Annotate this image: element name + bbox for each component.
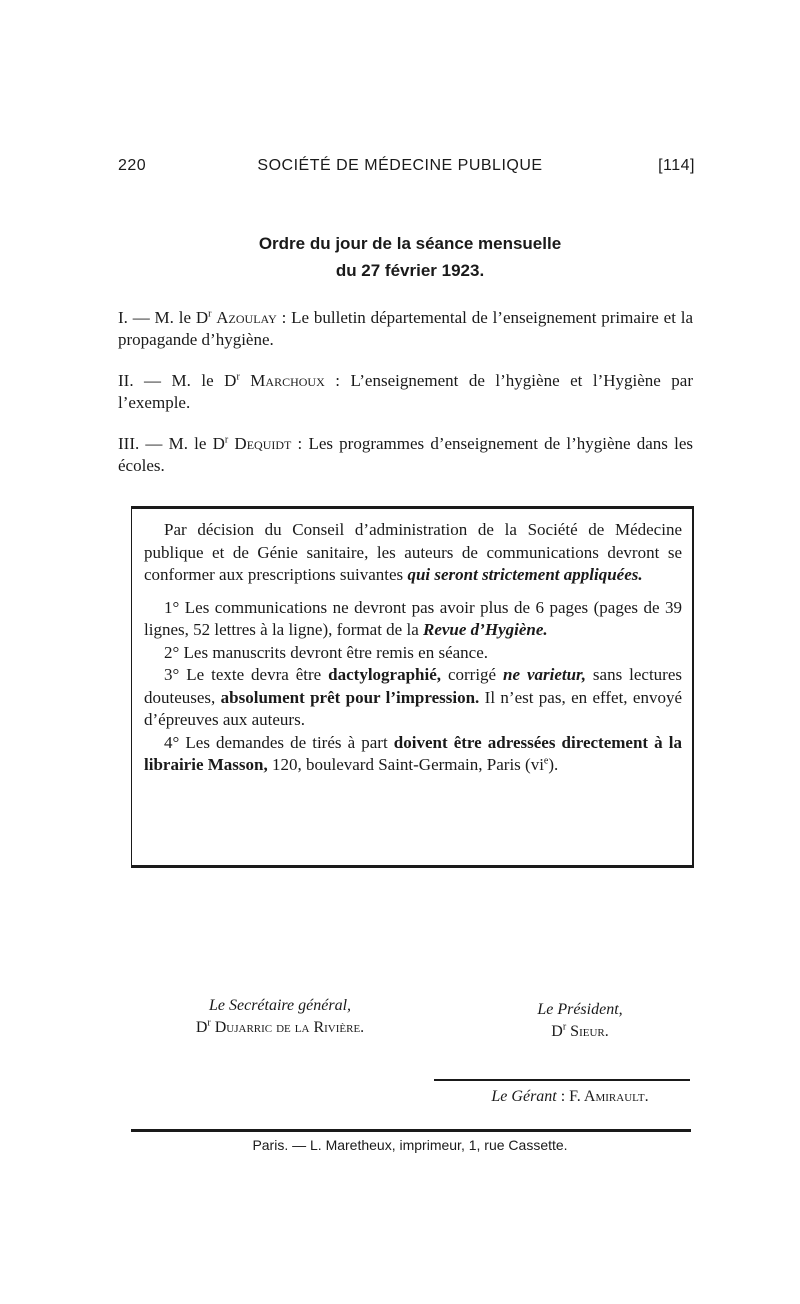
secretary-title: Le Secrétaire général, [208, 997, 352, 1014]
printer-imprint: Paris. — L. Maretheux, imprimeur, 1, rue Cassette. [252, 1137, 568, 1153]
president-title: Le Président, [537, 1001, 623, 1018]
rule-4: 4° Les demandes de tirés à part doivent être adressées directement à la librairie Masson, 120, boulevard Saint-Germain, Paris $(vi^e)$. [144, 732, 682, 774]
secretary-signature [150, 995, 410, 1039]
agenda-title [0, 230, 800, 284]
speaker-name: Dequidt [234, 434, 292, 453]
gerant-line: Le Gérant : F. Amirault. [491, 1088, 649, 1105]
president-signature [500, 999, 660, 1043]
rule-3: 3° Le texte devra être dactylographié, corrigé ne varietur, sans lectures douteuses, absolument prêt pour l’impression. Il n’est pas, en effet, envoyé d’épreuves aux auteurs. [144, 665, 682, 729]
secretary-name: $D^r$ Dujarric de la Rivière. [195, 1017, 365, 1036]
gerant-rule [434, 1079, 690, 1081]
rule-1: 1° Les communications ne devront pas avoir plus de 6 pages (pages de 39 lignes, 52 lettres à la ligne), format de la Revue d’Hygiène. [144, 597, 682, 639]
agenda-title-line2: du 27 février 1923. [335, 261, 485, 280]
footer-rule [131, 1129, 691, 1132]
speaker-name: Azoulay [216, 308, 277, 327]
running-title: SOCIÉTÉ DE MÉDECINE PUBLIQUE [257, 157, 543, 174]
agenda-title-line1: Ordre du jour de la séance mensuelle [258, 234, 562, 253]
notice-intro: Par décision du Conseil d’administration de la Société de Médecine publique et de Génie sanitaire, les auteurs de communications devront se conformer aux prescriptions suivantes qui seront strictement appliquées. [144, 520, 682, 584]
section-ref: [114] [658, 157, 695, 174]
agenda-item-2: II. — M. le $D^r$ Marchoux : L’enseignement de l’hygiène et l’Hygiène par l’exemple. [118, 371, 694, 412]
notice-box [131, 506, 694, 868]
agenda-item-3: III. — M. le $D^r$ Dequidt : Les programmes d’enseignement de l’hygiène dans les écoles. [118, 434, 693, 475]
rule-2: 2° Les manuscrits devront être remis en séance. [164, 642, 489, 662]
page-number: 220 [118, 157, 147, 174]
president-name: $D^r$ Sieur. [551, 1021, 609, 1040]
agenda-item-1: I. — M. le $D^r$ Azoulay : Le bulletin départemental de l’enseignement primaire et la propagande d’hygiène. [118, 308, 694, 349]
speaker-name: Marchoux [250, 371, 325, 390]
